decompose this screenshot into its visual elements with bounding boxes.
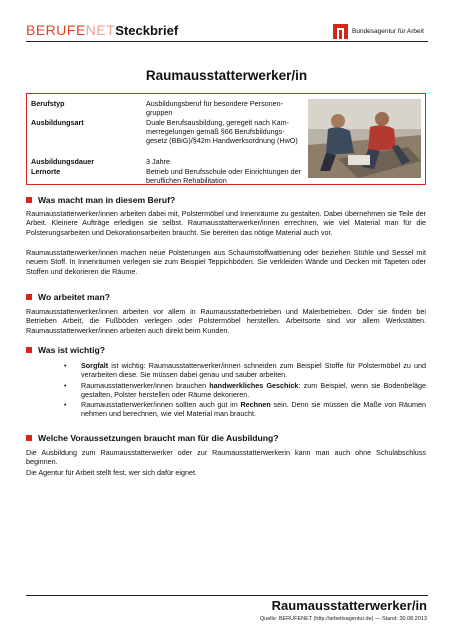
section-heading-was <box>26 195 175 205</box>
logo-text-berufe: BERUFE <box>26 22 86 38</box>
section-heading-wichtig-text: Was ist wichtig? <box>38 345 106 355</box>
footer-divider <box>26 595 428 596</box>
bullet-item-rechnen <box>81 400 426 419</box>
section-heading-wichtig <box>26 345 105 355</box>
header-divider <box>26 41 428 42</box>
paragraph-voraus-1: Die Ausbildung zum Raumausstatterwerker oder zur Raumausstatterwerkerin kann man auch ohne Schulabschluss beginnen. <box>26 448 426 467</box>
footer-title: Raumausstatterwerker/in <box>271 598 427 613</box>
bullet-pre: Raumausstatterwerker/innen sollten auch gut im <box>81 400 241 409</box>
paragraph-was-1: Raumausstatterwerker/innen arbeiten dabei mit, Polstermöbel und Innenräume zu gestalten. Dabei übernehmen sie Teile der Arbeit. Kleinere Aufträge erledigen sie selbst. Raumausstatterwerker/innen errechnen, wie viel Material man für die Polsterungsarbeiten und Dekorationsarbeiten braucht. Sie bereiten das nötige Material auch vor. <box>26 209 426 237</box>
info-value-lernorte: Betrieb und Berufsschule oder Einrichtungen der beruflichen Rehabilitation <box>146 167 302 185</box>
bullet-square-icon <box>26 197 32 203</box>
agency-logo-icon <box>333 24 348 39</box>
berufenet-logo <box>26 22 178 38</box>
agency-logo <box>333 24 424 39</box>
bullet-strong: Rechnen <box>240 400 271 409</box>
bullet-square-icon <box>26 294 32 300</box>
info-label-lernorte: Lernorte <box>31 167 61 176</box>
bullet-strong: Sorgfalt <box>81 361 109 370</box>
bullet-strong: handwerkliches Geschick <box>209 381 299 390</box>
bullet-item-sorgfalt <box>81 361 426 380</box>
footer-source: Quelle: BERUFENET (http://arbeitsagentur.de) — Stand: 30.08.2013 <box>259 616 427 622</box>
bullet-dot: • <box>64 381 67 390</box>
info-label-berufstyp: Berufstyp <box>31 99 65 108</box>
bullet-dot: • <box>64 400 67 409</box>
bullet-square-icon <box>26 347 32 353</box>
logo-text-steckbrief: Steckbrief <box>115 23 179 38</box>
section-heading-wo-text: Wo arbeitet man? <box>38 292 110 302</box>
paragraph-was-2: Raumausstatterwerker/innen machen neue Polsterungen aus Schaumstoffwattierung oder beziehen Stühle und Sessel mit neuem Stoff. In Innenräumen verlegen sie zum Beispiel Teppichböden. Sie verkleiden Wände und Decken mit Tapeten oder Stoffen und dekorieren die Räume. <box>26 248 426 276</box>
section-heading-voraus <box>26 433 279 443</box>
info-value-dauer: 3 Jahre <box>146 157 170 166</box>
info-label-ausbildungsart: Ausbildungsart <box>31 118 84 127</box>
section-heading-was-text: Was macht man in diesem Beruf? <box>38 195 176 205</box>
bullet-item-geschick <box>81 381 426 400</box>
bullet-text: : zum Beispiel, wenn sie Bodenbeläge gestalten, Polster herstellen oder Räume dekorieren. <box>81 381 426 400</box>
bullet-text: sein. Denn sie müssen die Maße von Räumen nehmen und berechnen, wie viel Material man braucht. <box>81 400 426 419</box>
worker-photo <box>308 99 421 178</box>
bullet-pre: Raumausstatterwerker/innen brauchen <box>81 381 210 390</box>
bullet-dot: • <box>64 361 67 370</box>
info-label-dauer: Ausbildungsdauer <box>31 157 95 166</box>
logo-text-net: NET <box>85 22 116 38</box>
section-heading-wo <box>26 292 110 302</box>
bullet-square-icon <box>26 435 32 441</box>
info-value-berufstyp: Ausbildungsberuf für besondere Personen-gruppen <box>146 99 284 117</box>
bullet-text: ist wichtig: Raumausstatterwerker/innen schneiden zum Beispiel Stoffe für Polstermöbel zu und verarbeiten diese. Sie müssen dabei genau und sauber arbeiten. <box>81 361 426 380</box>
info-value-ausbildungsart: Duale Berufsausbildung, geregelt nach Kam-merregelungen gemäß §66 Berufsbildungs-gesetz (BBiG)/§42m Handwerksordnung (HwO) <box>146 118 298 145</box>
agency-name: Bundesagentur für Arbeit <box>352 28 424 35</box>
section-heading-voraus-text: Welche Voraussetzungen braucht man für die Ausbildung? <box>38 433 279 443</box>
paragraph-voraus-2: Die Agentur für Arbeit stellt fest, wer sich dafür eignet. <box>26 468 197 477</box>
paragraph-wo-1: Raumausstatterwerker/innen arbeiten vor allem in Raumausstatterbetrieben und Malerbetrieben. Oder sie finden bei Betrieben Arbeit, die Fußböden verlegen oder Polstermöbel herstellen. Arbeitsorte sind vor allem Werkstätten. Raumausstatterwerker/innen arbeiten auch direkt beim Kunden. <box>26 307 426 335</box>
page-title: Raumausstatterwerker/in <box>145 68 308 83</box>
